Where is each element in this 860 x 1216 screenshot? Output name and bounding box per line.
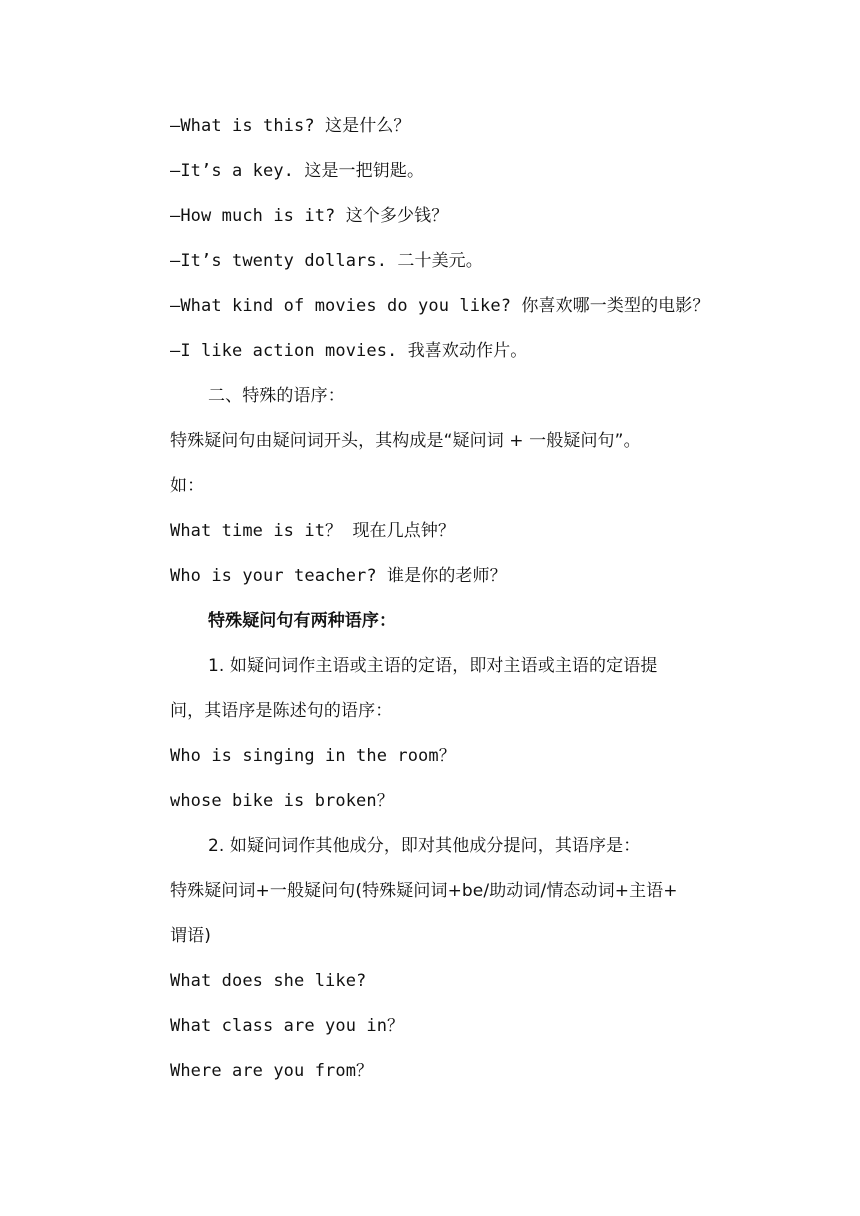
rule-2-continuation: 谓语) (170, 926, 211, 946)
rule-1-continuation: 问，其语序是陈述句的语序： (170, 701, 393, 721)
dialogue-line: —What is this? 这是什么？ (170, 116, 411, 136)
paragraph-line: 特殊疑问句由疑问词开头，其构成是“疑问词 + 一般疑问句”。 (170, 431, 641, 451)
section-heading: 二、特殊的语序： (208, 386, 345, 406)
example-line: Who is singing in the room？ (170, 746, 456, 766)
dialogue-line: —How much is it? 这个多少钱？ (170, 206, 449, 226)
rule-1-line: 1. 如疑问词作主语或主语的定语，即对主语或主语的定语提 (208, 656, 658, 676)
dialogue-line: —I like action movies. 我喜欢动作片。 (170, 341, 528, 361)
paragraph-line: 如： (170, 476, 205, 496)
document-body (170, 104, 750, 1094)
rule-2-formula: 特殊疑问词+一般疑问句(特殊疑问词+be/助动词/情态动词+主语+ (170, 881, 678, 901)
example-line: What does she like? (170, 971, 367, 991)
example-line: What class are you in？ (170, 1016, 405, 1036)
dialogue-line: —It’s twenty dollars. 二十美元。 (170, 251, 483, 271)
subheading: 特殊疑问句有两种语序： (208, 611, 397, 631)
example-line: What time is it？ 现在几点钟？ (170, 521, 456, 541)
example-line: whose bike is broken？ (170, 791, 394, 811)
example-line: Who is your teacher? 谁是你的老师？ (170, 566, 507, 586)
rule-2-line: 2. 如疑问词作其他成分，即对其他成分提问，其语序是： (208, 836, 641, 856)
dialogue-line: —It’s a key. 这是一把钥匙。 (170, 161, 425, 181)
dialogue-line: —What kind of movies do you like? 你喜欢哪一类型的电影？ (170, 296, 710, 316)
example-line: Where are you from？ (170, 1061, 374, 1081)
